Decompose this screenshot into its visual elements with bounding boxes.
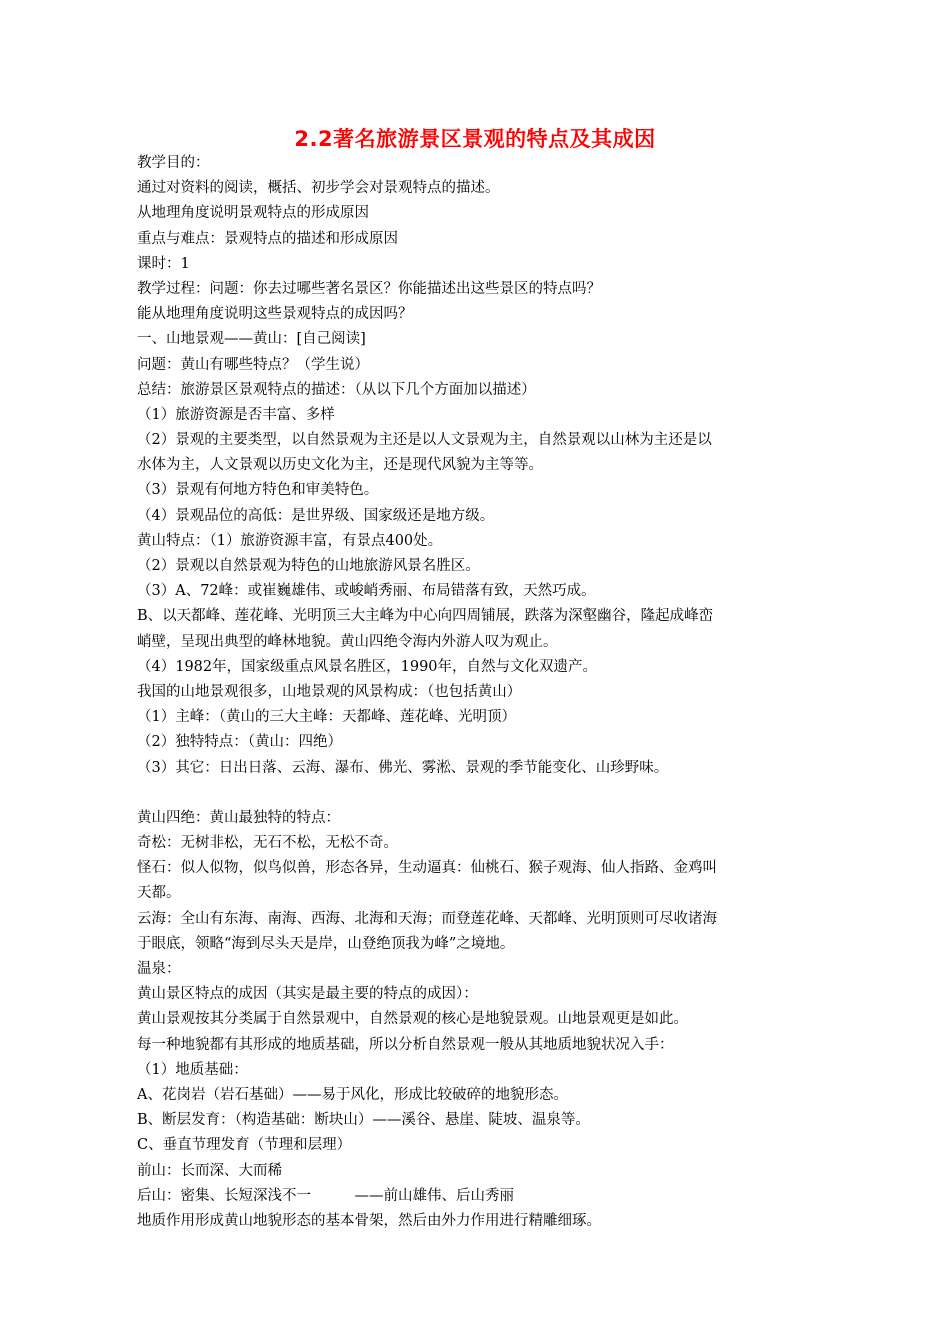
text-line: （2）景观以自然景观为特色的山地旅游风景名胜区。 [137,558,480,574]
text-line: 前山：长而深、大而稀 [137,1162,282,1179]
text-line: （4）景观品位的高低：是世界级、国家级还是地方级。 [137,507,495,524]
blank-line [137,781,817,806]
text-line: （1）旅游资源是否丰富、多样 [137,406,335,423]
text-line: （1）主峰：（黄山的三大主峰：天都峰、莲花峰、光明顶） [137,709,516,726]
text-line: 黄山景观按其分类属于自然景观中，自然景观的核心是地貌景观。山地景观更是如此。 [137,1011,688,1028]
text-line: （1）地质基础： [137,1061,248,1078]
text-line: B、以天都峰、莲花峰、光明顶三大主峰为中心向四周铺展，跌落为深壑幽谷，隆起成峰峦 [137,608,714,625]
text-line: 通过对资料的阅读，概括、初步学会对景观特点的描述。 [137,180,500,197]
text-line: 从地理角度说明景观特点的形成原因 [137,205,369,222]
document-body [137,151,817,1234]
text-line: （3）A、72峰：或崔巍雄伟、或峻峭秀丽、布局错落有致，天然巧成。 [137,583,596,600]
text-line: （2）景观的主要类型，以自然景观为主还是以人文景观为主，自然景观以山林为主还是以 [137,432,712,449]
text-line: B、断层发育：（构造基础：断块山）——溪谷、悬崖、陡坡、温泉等。 [137,1112,590,1129]
text-line: C、垂直节理发育（节理和层理） [137,1137,352,1154]
text-line: 黄山景区特点的成因（其实是最主要的特点的成因）： [137,986,478,1003]
text-line: 天都。 [137,885,181,902]
text-line: 总结：旅游景区景观特点的描述：（从以下几个方面加以描述） [137,381,536,398]
text-line: 教学过程：问题：你去过哪些著名景区？你能描述出这些景区的特点吗？ [137,280,601,297]
document-title: 2.2著名旅游景区景观的特点及其成因 [294,127,656,151]
text-line: 课时：1 [137,255,190,272]
text-line: 后山：密集、长短深浅不一 ——前山雄伟、后山秀丽 [137,1187,514,1204]
text-line: 教学目的： [137,155,210,171]
text-line: 重点与难点：景观特点的描述和形成原因 [137,230,398,247]
text-line: （3）景观有何地方特色和审美特色。 [137,482,379,499]
text-line: 地质作用形成黄山地貌形态的基本骨架，然后由外力作用进行精雕细琢。 [137,1212,601,1229]
text-line: 黄山特点：（1）旅游资源丰富，有景点400处。 [137,532,443,549]
text-line: 水体为主，人文景观以历史文化为主，还是现代风貌为主等等。 [137,457,543,474]
text-line: 温泉： [137,961,181,977]
text-line: 峭壁，呈现出典型的峰林地貌。黄山四绝令海内外游人叹为观止。 [137,633,558,650]
text-line: 一、山地景观——黄山：[自己阅读] [137,331,366,348]
text-line: 能从地理角度说明这些景观特点的成因吗？ [137,306,413,323]
text-line: （2）独特特点：（黄山：四绝） [137,734,342,751]
text-line: 怪石：似人似物，似鸟似兽，形态各异，生动逼真：仙桃石、猴子观海、仙人指路、金鸡叫 [137,860,717,877]
text-line: 于眼底，领略“海到尽头天是岸，山登绝顶我为峰”之境地。 [137,935,515,952]
text-line: （4）1982年，国家级重点风景名胜区，1990年，自然与文化双遗产。 [137,658,598,675]
text-line: A、花岗岩（岩石基础）——易于风化，形成比较破碎的地貌形态。 [137,1086,568,1103]
text-line: 问题：黄山有哪些特点？（学生说） [137,356,369,373]
text-line: （3）其它：日出日落、云海、瀑布、佛光、雾淞、景观的季节能变化、山珍野味。 [137,759,669,776]
text-line: 我国的山地景观很多，山地景观的风景构成：（也包括黄山） [137,683,522,700]
text-line: 每一种地貌都有其形成的地质基础，所以分析自然景观一般从其地质地貌状况入手： [137,1036,674,1053]
text-line: 黄山四绝：黄山最独特的特点： [137,809,340,826]
text-line: 奇松：无树非松，无石不松，无松不奇。 [137,835,398,852]
text-line: 云海：全山有东海、南海、西海、北海和天海；而登莲花峰、天都峰、光明顶则可尽收诸海 [137,910,717,927]
